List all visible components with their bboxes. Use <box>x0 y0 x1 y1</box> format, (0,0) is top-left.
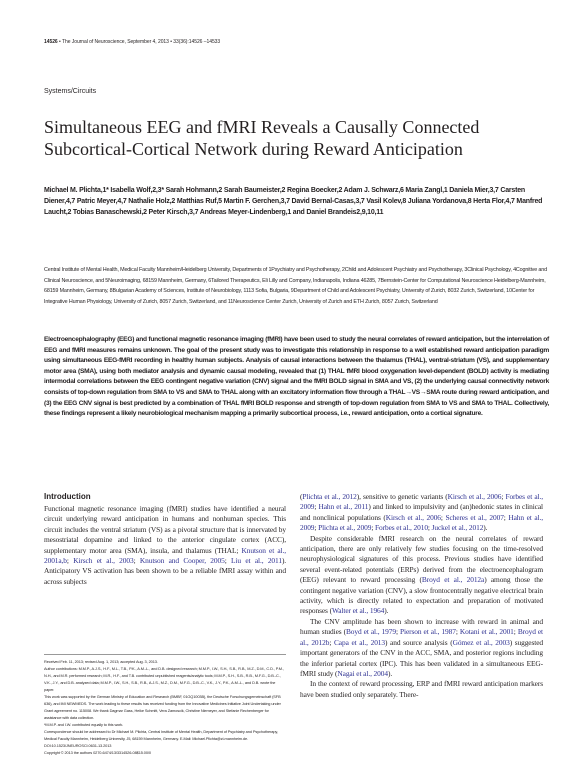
citation-link[interactable]: Kirsch et al., 2006 <box>385 512 441 522</box>
text-separator: ; <box>314 502 319 512</box>
text-separator: ; <box>501 492 506 501</box>
footnote-contributions: Author contributions: M.M.P., A.J.S., H.F., M.L., T.B., P.K., A.M.-L., and D.B. designed research; M.M.P., I.W., S.H., S.B., R.B., M.Z., D.M., C.D., P.M., N.H., and M.R. performed research; M.R., H.F., and T.B. contributed unpublished reagents/analytic tools; M.M.P., S.H., S.B., R.B., M.F.G., D.B.-C., V.K., J.Y., and D.B. analyzed data; M.M.P., I.W., S.H., S.B., R.B., A.J.S., M.Z., D.M., M.F.G., D.B.-C., V.K., J.Y., P.K., A.M.-L., and D.B. wrote the paper. <box>44 666 284 692</box>
citation-link[interactable]: Knutson and Cooper, 2005 <box>139 556 225 566</box>
left-column <box>44 492 286 587</box>
citation-link[interactable]: Plichta et al., 2009 <box>318 523 372 533</box>
body-text-span: In the context of reward processing, ERP and fMRI reward anticipation markers have been studied only separately. There- <box>300 679 543 699</box>
text-separator: ; <box>503 512 509 522</box>
affiliations: Central Institute of Mental Health, Medical Faculty Mannheim/Heidelberg University, Departments of 1Psychiatry and Psychotherapy, 2Child and Adolescent Psychiatry and Psychotherapy, 3Clinical Psychology, 4Cognitive and Clinical Neuroscience, and 5Neuroimaging, 68159 Mannheim, Germany, 6Tailored Therapeutics, Eli Lilly and Company, Indianapolis, Indiana 46285, 7Bernstein-Center for Computational Neuroscience Heidelberg-Mannheim, 68159 Mannheim, Germany, 8Bulgarian Academy of Sciences, Institute of Neurobiology, 1113 Sofia, Bulgaria, 9Department of Child and Adolescent Psychiatry, University of Zurich, 8032 Zurich, Switzerland, 10Center for Integrative Human Physiology, University of Zurich, 8057 Zurich, Switzerland, and 11Neuroscience Center Zurich, University of Zurich and ETH Zurich, 8057 Zurich, Switzerland <box>44 267 547 305</box>
citation-link[interactable]: Knutson et al., 2001a,b <box>44 545 286 566</box>
text-separator: ; <box>455 627 460 637</box>
citation-link[interactable]: Walter et al., 1964 <box>331 606 385 616</box>
citation-link[interactable]: Kirsch et al., 2003 <box>73 556 134 566</box>
body-text-span: ). <box>483 523 488 533</box>
footnote-doi: DOI:10.1523/JNEUROSCI.0631-13.2013 <box>44 743 112 748</box>
citation-link[interactable]: Liu et al., 2011 <box>231 556 282 566</box>
text-separator: ; <box>329 637 334 647</box>
citation-link[interactable]: Kotani et al., 2001 <box>459 627 514 637</box>
abstract: Electroencephalography (EEG) and functional magnetic resonance imaging (fMRI) have been used to study the neural correlates of reward anticipation, but the interrelation of EEG and fMRI measures remains unknown. The goal of the present study was to investigate this relationship in response to a well established reward anticipation paradigm using simultaneous EEG-fMRI recording in healthy human subjects. Analysis of causal interactions between the thalamus (THAL), ventral-striatum (VS), and supplementary motor area (SMA), using both mediator analysis and dynamic causal modeling, revealed that (1) THAL fMRI blood oxygenation level-dependent (BOLD) activity is mediating intermodal correlations between the EEG contingent negative variation (CNV) signal and the fMRI BOLD signal in SMA and VS, (2) the underlying causal connectivity network consists of top-down regulation from SMA to VS and SMA to THAL along with an excitatory information flow through a THAL→VS→SMA route during reward anticipation, and (3) the EEG CNV signal is best predicted by a combination of THAL fMRI BOLD response and strength of top-down regulation from SMA to VS and SMA to THAL. Collectively, these findings represent a likely neurobiological mechanism mapping a primarily subcortical process, i.e., reward anticipation, onto a cortical signature. <box>44 336 549 418</box>
footnote-received: Received Feb. 11, 2013; revised Aug. 1, 2013; accepted Aug. 3, 2013. <box>44 659 158 664</box>
title-line-2: Subcortical-Cortical Network during Reward Anticipation <box>44 139 463 159</box>
citation-link[interactable]: Hahn et al., 2009 <box>300 512 544 533</box>
body-text-span: Functional magnetic resonance imaging (fMRI) studies have identified a neural circuit underlying reward anticipation in humans and nonhuman species. This circuit includes the ventral striatum (VS) as a pivotal structure that is innervated by mesostriatal dopamine and linked to the anterior cingulate cortex (ACC), supplementary motor area (SMA), insula, and thalamus (THAL; <box>44 504 286 555</box>
running-head: 14526 • The Journal of Neuroscience, September 4, 2013 • 33(36):14526 –14533 <box>44 39 221 45</box>
introduction-heading: Introduction <box>44 492 91 501</box>
body-text-span: ). <box>384 606 389 616</box>
citation-link[interactable]: Juckel et al., 2012 <box>431 523 484 533</box>
citation-link[interactable]: Boyd et al., 1979 <box>345 627 396 637</box>
text-separator: ; <box>371 523 376 533</box>
article-title <box>44 116 554 160</box>
footnote-correspondence: Correspondence should be addressed to Dr Michael M. Plichta, Central Institute of Mental Health, Department of Psychiatry and Psychotherapy, Medical Faculty Mannheim, Heidelberg University, J5, 68159 Mannheim, Germany. E-Mail: Michael.Plichta@zi-mannheim.de. <box>44 729 278 741</box>
intro-paragraph-1 <box>44 504 286 587</box>
citation-link[interactable]: Broyd et al., 2012a <box>421 575 485 585</box>
body-text-span: ) and linked to impulsivity and (an)hedonic states in clinical and nonclinical populations ( <box>300 502 543 522</box>
citation-link[interactable]: Kirsch et al., 2006 <box>447 492 502 501</box>
right-column <box>300 492 543 700</box>
intro-paragraph-3 <box>300 617 543 679</box>
body-text-span: ) and source analysis ( <box>385 637 453 647</box>
footnote-copyright: Copyright © 2013 the authors 0270-6474/13/3314526-08$15.00/0 <box>44 750 151 755</box>
text-separator: ; <box>395 627 400 637</box>
text-separator: ; <box>224 556 232 566</box>
text-separator: ; <box>427 523 432 533</box>
author-list: Michael M. Plichta,1* Isabella Wolf,2,3* Sarah Hohmann,2 Sarah Baumeister,2 Regina Boecker,2 Adam J. Schwarz,6 Maria Zangl,1 Daniela Mier,3,7 Carsten Diener,4,7 Patric Meyer,4,7 Nathalie Holz,2 Matthias Ruf,5 Martin F. Gerchen,3,7 David Bernal-Casas,3,7 Vasil Kolev,8 Juliana Yordanova,8 Herta Flor,4,7 Manfred Laucht,2 Tobias Banaschewski,2 Peter Kirsch,3,7 Andreas Meyer-Lindenberg,1 and Daniel Brandeis2,9,10,11 <box>44 187 543 216</box>
text-separator: ; <box>314 523 319 533</box>
text-separator: ; <box>66 556 74 566</box>
body-text-span: ). Anticipatory VS activation has been shown to be a reliable fMRI assay within and across subjects <box>44 556 287 586</box>
footnotes <box>44 658 286 756</box>
citation-link[interactable]: Forbes et al., 2010 <box>375 523 428 533</box>
citation-link[interactable]: Nagai et al., 2004 <box>337 668 388 678</box>
text-separator: ; <box>440 512 446 522</box>
footnote-funding: This work was supported by the German Ministry of Education and Research (BMBF, 01GQ1003B), the Deutsche Forschungsgemeinschaft (SFB 636), and IMI NEWMEDS. The work leading to these results has received funding from the Innovative Medicines Initiative Joint Undertaking under Grant agreement no. 115008. We thank Dagmar Gass, Heike Schmitt, Vera Zamoscik, Christine Niemeyer, and Stefanie Rechenberger for assistance with data collection. <box>44 694 281 720</box>
body-text-span: ), sensitive to genetic variants ( <box>356 492 448 501</box>
citation-link[interactable]: Capa et al., 2013 <box>333 637 385 647</box>
citation-link[interactable]: Plichta et al., 2012 <box>302 492 357 501</box>
section-label: Systems/Circuits <box>44 88 97 95</box>
citation-link[interactable]: Pierson et al., 1987 <box>400 627 456 637</box>
right-column-text <box>300 492 543 700</box>
citation-link[interactable]: Hahn et al., 2011 <box>318 502 369 512</box>
text-separator: ; <box>513 627 518 637</box>
intro-paragraph-2 <box>300 534 543 617</box>
citation-link[interactable]: Forbes et al., 2009 <box>300 492 543 512</box>
footnote-equal-contribution: *M.M.P. and I.W. contributed equally to this work. <box>44 722 124 727</box>
body-text-span: ). <box>387 668 393 678</box>
footnote-divider <box>44 654 286 655</box>
citation-link[interactable]: Gómez et al., 2003 <box>452 637 510 647</box>
body-text-span: ) among those the contingent negative variation (CNV), a slow frontocentrally negative electrical brain activity, which is directly related to expectation and preparation of motivated responses ( <box>300 575 543 616</box>
citation-link[interactable]: Broyd et al., 2012b <box>300 627 543 647</box>
body-text-span: The CNV amplitude has been shown to increase with reward in animal and human studies ( <box>300 616 543 637</box>
intro-paragraph-4 <box>300 679 543 700</box>
title-line-1: Simultaneous EEG and fMRI Reveals a Causally Connected <box>44 117 480 137</box>
intro-paragraph-1-continued: (Plichta et al., 2012), sensitive to genetic variants (Kirsch et al., 2006; Forbes et al., 2009; Hahn et al., 2011) and linked to impulsivity and (an)hedonic states in clinical and nonclinical populations (Kirsch et al., 2006; Scheres et al., 2007; Hahn et al., 2009; Plichta et al., 2009; Forbes et al., 2010; Juckel et al., 2012). <box>300 492 544 533</box>
page-number: 14526 <box>44 39 58 45</box>
journal-citation: The Journal of Neuroscience, September 4, 2013 • 33(36):14526 –14533 <box>61 39 221 45</box>
body-text-span: ) suggested important generators of the CNV in the ACC, SMA, and posterior regions including the inferior parietal cortex (IPC). This has been validated in a simultaneous EEG-fMRI study ( <box>300 637 543 678</box>
citation-link[interactable]: Scheres et al., 2007 <box>445 512 504 522</box>
text-separator: ; <box>133 556 140 566</box>
body-text-span: Despite considerable fMRI research on the neural correlates of reward anticipation, there are only relatively few studies focusing on the time-resolved neurophysiological signatures of this process. Previous studies have identified several event-related potentials (ERPs) derived from the electroencephalogram (EEG) relevant to reward processing ( <box>300 533 543 585</box>
